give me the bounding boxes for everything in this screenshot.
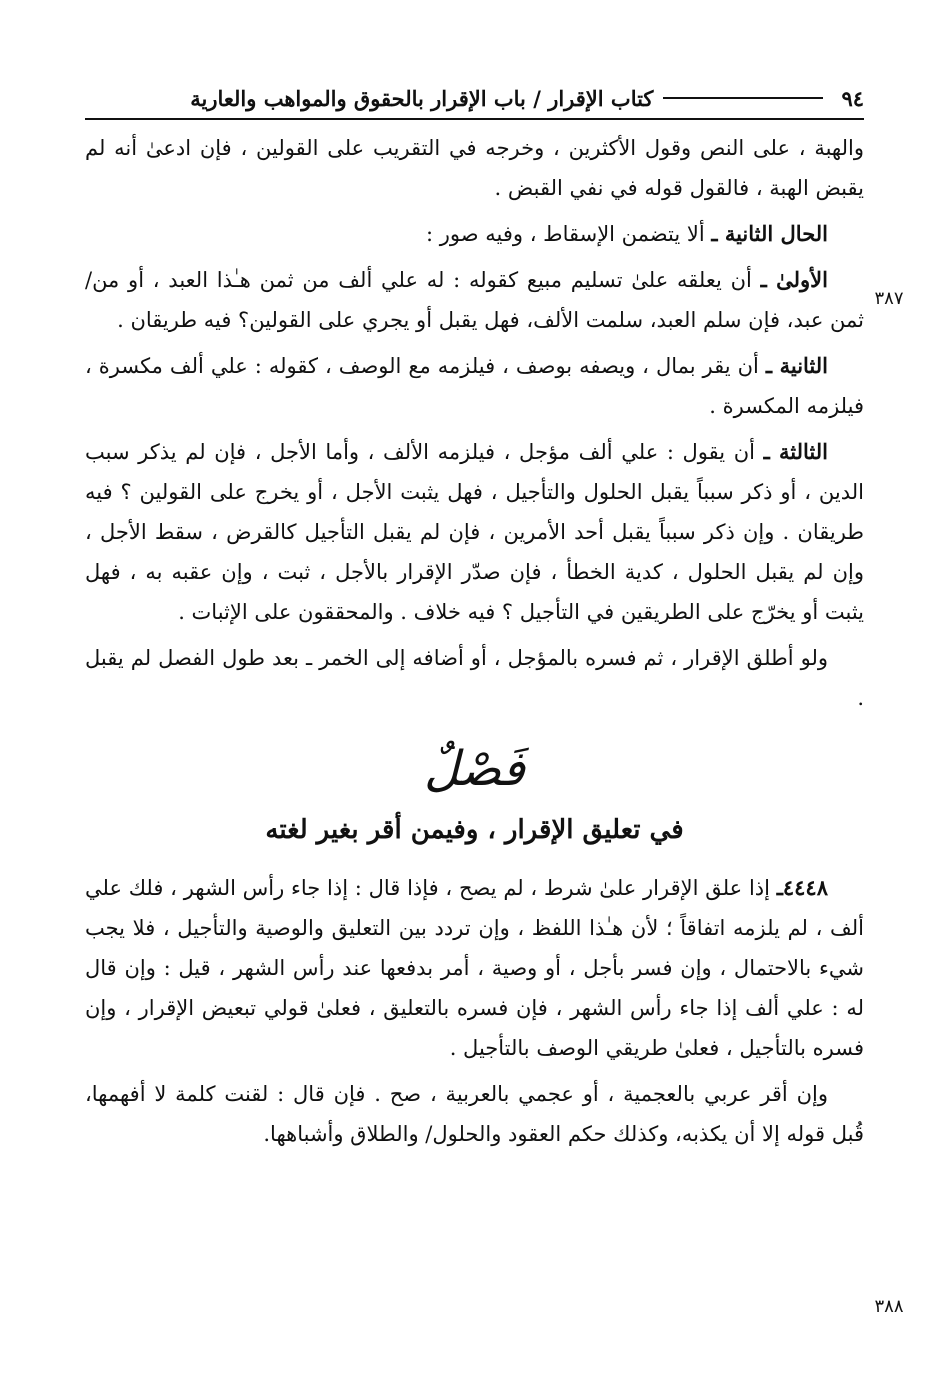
paragraph-text: أن يقر بمال ، ويصفه بوصف ، فيلزمه مع الوصف ، كقوله : علي ألف مكسرة ، فيلزمه المكسرة . xyxy=(85,354,864,418)
running-header xyxy=(85,78,864,120)
paragraph-lead: ٤٤٤٨ـ xyxy=(776,875,828,900)
paragraph xyxy=(85,432,864,632)
paragraph-text: ولو أطلق الإقرار ، ثم فسره بالمؤجل ، أو أضافه إلى الخمر ـ بعد طول الفصل لم يقبل . xyxy=(85,646,864,710)
page-number: ٩٤ xyxy=(841,85,864,111)
paragraph xyxy=(85,638,864,718)
paragraph xyxy=(85,1074,864,1154)
paragraph xyxy=(85,260,864,340)
paragraph-lead: الحال الثانية ـ xyxy=(711,221,828,246)
paragraph-lead: الثالثة ـ xyxy=(763,439,828,464)
paragraph-text: وإن أقر عربي بالعجمية ، أو عجمي بالعربية ، صح . فإن قال : لقنت كلمة لا أفهمها، قُبل قوله إلا أن يكذبه، وكذلك حكم العقود والحلول/ والطلاق وأشباهها. xyxy=(85,1082,864,1146)
paragraph-text: إذا علق الإقرار علىٰ شرط ، لم يصح ، فإذا قال : إذا جاء رأس الشهر ، فلك علي ألف ، لم يلزمه اتفاقاً ؛ لأن هـٰذا اللفظ ، وإن تردد بين التعليق والوصية والتأجيل ، فلا يجب شيء بالاحتمال ، وإن فسر بأجل ، أو وصية ، أمر بدفعها عند رأس الشهر ، قيل : وإن قال له : علي ألف إذا جاء رأس الشهر ، فإن فسره بالتعليق ، فعلىٰ قولي تبعيض الإقرار ، وإن فسره بالتأجيل ، فعلىٰ طريقي الوصف بالتأجيل . xyxy=(85,876,864,1060)
fasl-heading: فَصْلٌ xyxy=(424,741,525,797)
main-text xyxy=(85,128,864,1160)
paragraph-lead: الأولىٰ ـ xyxy=(760,267,828,292)
paragraph xyxy=(85,214,864,254)
paragraph xyxy=(85,868,864,1068)
paragraph-text: أن يعلقه علىٰ تسليم مبيع كقوله : له علي ألف من ثمن هـٰذا العبد ، أو من/ ثمن عبد، فإن سلم العبد، سلمت الألف، فهل يقبل أو يجري على القولين؟ فيه طريقان . xyxy=(85,268,864,332)
paragraph-text: ألا يتضمن الإسقاط ، وفيه صور : xyxy=(426,222,712,246)
paragraph-lead: الثانية ـ xyxy=(765,353,829,378)
paragraph-text: والهبة ، على النص وقول الأكثرين ، وخرجه في التقريب على القولين ، فإن ادعىٰ أنه لم يقبض الهبة ، فالقول قوله في نفي القبض . xyxy=(85,136,864,200)
paragraph xyxy=(85,346,864,426)
section-title: في تعليق الإقرار ، وفيمن أقر بغير لغته xyxy=(265,815,684,845)
margin-number: ٣٨٧ xyxy=(874,288,904,309)
paragraph-text: أن يقول : علي ألف مؤجل ، فيلزمه الألف ، وأما الأجل ، فإن لم يذكر سبب الدين ، أو ذكر سبباً يقبل الحلول والتأجيل ، فهل يثبت الأجل ، أو يخرج على القولين ؟ فيه طريقان . وإن ذكر سبباً يقبل أحد الأمرين ، فإن لم يقبل التأجيل كالقرض ، سقط الأجل ، وإن لم يقبل الحلول ، كدية الخطأ ، فإن صدّر الإقرار بالأجل ، ثبت ، وإن عقبه به ، فهل يثبت أو يخرّج على الطريقين في التأجيل ؟ فيه خلاف . والمحققون على الإثبات . xyxy=(85,440,864,624)
margin-number: ٣٨٨ xyxy=(874,1296,904,1317)
fasl-ornament xyxy=(85,736,864,802)
header-rule xyxy=(663,97,823,99)
running-title: كتاب الإقرار / باب الإقرار بالحقوق والمواهب والعارية xyxy=(190,85,654,111)
paragraph xyxy=(85,128,864,208)
